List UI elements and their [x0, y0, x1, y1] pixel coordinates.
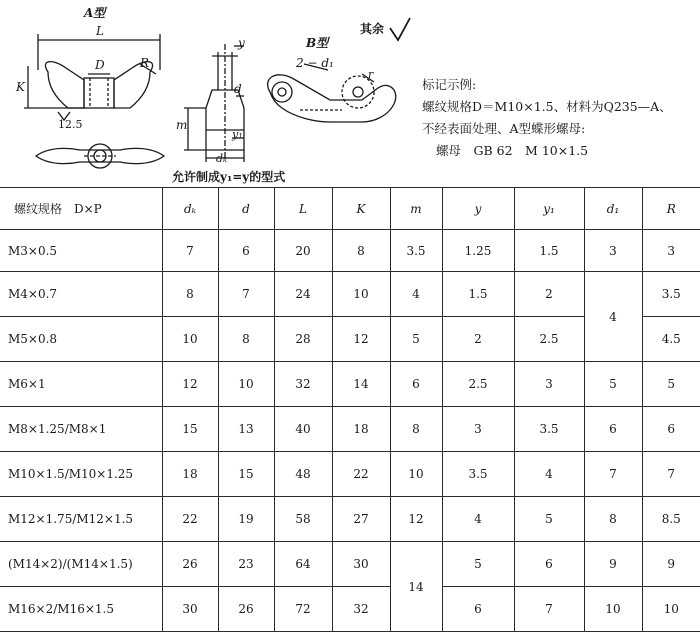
- cell-dk: 15: [162, 407, 218, 452]
- cell-r: 10: [642, 587, 700, 632]
- cell-d: 6: [218, 230, 274, 272]
- cell-d1: 8: [584, 497, 642, 542]
- marking-example: [422, 74, 672, 162]
- cell-l: 48: [274, 452, 332, 497]
- cell-l: 32: [274, 362, 332, 407]
- type-b-view: [268, 64, 396, 122]
- table-header-row: [0, 188, 700, 230]
- cell-dk: 10: [162, 317, 218, 362]
- cell-k: 32: [332, 587, 390, 632]
- cell-spec: M16×2/M16×1.5: [0, 587, 162, 632]
- cell-r: 4.5: [642, 317, 700, 362]
- header-d: d: [218, 188, 274, 230]
- cell-d1: 10: [584, 587, 642, 632]
- cell-r: 3.5: [642, 272, 700, 317]
- table-row: [0, 230, 700, 272]
- header-k: K: [332, 188, 390, 230]
- cell-k: 14: [332, 362, 390, 407]
- cell-r: 8.5: [642, 497, 700, 542]
- roughness-note: 其余: [360, 22, 385, 36]
- cell-y1: 5: [514, 497, 584, 542]
- cell-m: 5: [390, 317, 442, 362]
- dim-l-label: L: [96, 24, 104, 38]
- cell-y1: 4: [514, 452, 584, 497]
- cell-d: 10: [218, 362, 274, 407]
- cell-r: 7: [642, 452, 700, 497]
- cell-spec: M3×0.5: [0, 230, 162, 272]
- cell-r: 3: [642, 230, 700, 272]
- cell-m: 8: [390, 407, 442, 452]
- type-a-label: A型: [84, 6, 106, 20]
- header-m: m: [390, 188, 442, 230]
- cell-r: 6: [642, 407, 700, 452]
- cell-l: 20: [274, 230, 332, 272]
- technical-drawings: [0, 0, 700, 188]
- table-row: [0, 452, 700, 497]
- cell-d1: 4: [584, 272, 642, 362]
- marking-line-1: 螺纹规格D＝M10×1.5、材料为Q235—A、: [422, 99, 672, 114]
- cell-d1: 5: [584, 362, 642, 407]
- cell-spec: (M14×2)/(M14×1.5): [0, 542, 162, 587]
- cell-l: 28: [274, 317, 332, 362]
- cell-m: 14: [390, 542, 442, 632]
- cell-l: 24: [274, 272, 332, 317]
- cell-l: 64: [274, 542, 332, 587]
- cell-d: 15: [218, 452, 274, 497]
- cell-y: 4: [442, 497, 514, 542]
- cell-y1: 7: [514, 587, 584, 632]
- roughness-value: 12.5: [58, 118, 83, 131]
- cell-y: 1.25: [442, 230, 514, 272]
- dim-y-label: y: [238, 36, 245, 50]
- table-row: [0, 497, 700, 542]
- cell-k: 8: [332, 230, 390, 272]
- dim-k-label: K: [16, 80, 25, 94]
- cell-spec: M12×1.75/M12×1.5: [0, 497, 162, 542]
- cell-d: 23: [218, 542, 274, 587]
- cell-y: 3: [442, 407, 514, 452]
- cell-y: 2.5: [442, 362, 514, 407]
- cell-dk: 18: [162, 452, 218, 497]
- cell-m: 4: [390, 272, 442, 317]
- dimension-table: [0, 187, 700, 632]
- cell-d: 19: [218, 497, 274, 542]
- dim-m-label: m: [176, 118, 188, 132]
- cell-dk: 22: [162, 497, 218, 542]
- cell-l: 72: [274, 587, 332, 632]
- cell-d: 8: [218, 317, 274, 362]
- cell-y1: 6: [514, 542, 584, 587]
- cell-y1: 1.5: [514, 230, 584, 272]
- table-row: [0, 407, 700, 452]
- cell-k: 27: [332, 497, 390, 542]
- cell-l: 58: [274, 497, 332, 542]
- cell-y1: 2: [514, 272, 584, 317]
- dim-r-label: R: [140, 56, 150, 70]
- cell-k: 12: [332, 317, 390, 362]
- cell-d1: 3: [584, 230, 642, 272]
- dim-y1-label: y₁: [232, 128, 243, 141]
- cell-m: 6: [390, 362, 442, 407]
- marking-title: 标记示例:: [422, 77, 477, 92]
- cell-y: 1.5: [442, 272, 514, 317]
- header-d1: d₁: [584, 188, 642, 230]
- cell-k: 22: [332, 452, 390, 497]
- cell-d1: 6: [584, 407, 642, 452]
- cell-k: 10: [332, 272, 390, 317]
- header-thread-spec: 螺纹规格 D×P: [0, 188, 162, 230]
- cell-spec: M6×1: [0, 362, 162, 407]
- cell-m: 12: [390, 497, 442, 542]
- header-y: y: [442, 188, 514, 230]
- cell-dk: 12: [162, 362, 218, 407]
- type-a-front-view: [24, 34, 160, 120]
- figure-caption: 允许制成y₁=y的型式: [172, 170, 286, 184]
- dim-d-side-label: d: [234, 82, 242, 96]
- cell-d: 7: [218, 272, 274, 317]
- table-row: [0, 362, 700, 407]
- header-r: R: [642, 188, 700, 230]
- cell-k: 30: [332, 542, 390, 587]
- cell-y: 2: [442, 317, 514, 362]
- cell-y1: 3.5: [514, 407, 584, 452]
- dim-d-label: D: [95, 58, 105, 72]
- dim-2d1-label: 2 − d₁: [296, 56, 334, 70]
- header-l: L: [274, 188, 332, 230]
- cell-y1: 2.5: [514, 317, 584, 362]
- dim-r-small-label: r: [368, 68, 374, 81]
- cell-spec: M5×0.8: [0, 317, 162, 362]
- cell-dk: 8: [162, 272, 218, 317]
- cell-dk: 26: [162, 542, 218, 587]
- type-b-label: B型: [306, 36, 329, 50]
- cell-d: 13: [218, 407, 274, 452]
- roughness-symbol: [390, 18, 410, 40]
- table-row: [0, 272, 700, 317]
- cell-y: 3.5: [442, 452, 514, 497]
- cell-spec: M10×1.5/M10×1.25: [0, 452, 162, 497]
- cell-spec: M4×0.7: [0, 272, 162, 317]
- cell-r: 9: [642, 542, 700, 587]
- marking-line-2: 不经表面处理、A型蝶形螺母:: [422, 121, 586, 136]
- header-y1: y₁: [514, 188, 584, 230]
- header-dk: dₖ: [162, 188, 218, 230]
- dim-dk-label: dₖ: [216, 152, 228, 165]
- cell-d: 26: [218, 587, 274, 632]
- cell-dk: 7: [162, 230, 218, 272]
- cell-d1: 9: [584, 542, 642, 587]
- type-a-top-view: [36, 144, 164, 168]
- table-row: [0, 542, 700, 587]
- cell-d1: 7: [584, 452, 642, 497]
- table-row: [0, 587, 700, 632]
- cell-m: 3.5: [390, 230, 442, 272]
- cell-y: 6: [442, 587, 514, 632]
- marking-line-3: 螺母 GB 62 M 10×1.5: [436, 143, 589, 158]
- cell-m: 10: [390, 452, 442, 497]
- cell-dk: 30: [162, 587, 218, 632]
- cell-y1: 3: [514, 362, 584, 407]
- cell-spec: M8×1.25/M8×1: [0, 407, 162, 452]
- cell-y: 5: [442, 542, 514, 587]
- cell-l: 40: [274, 407, 332, 452]
- side-view: [184, 44, 244, 162]
- cell-k: 18: [332, 407, 390, 452]
- cell-r: 5: [642, 362, 700, 407]
